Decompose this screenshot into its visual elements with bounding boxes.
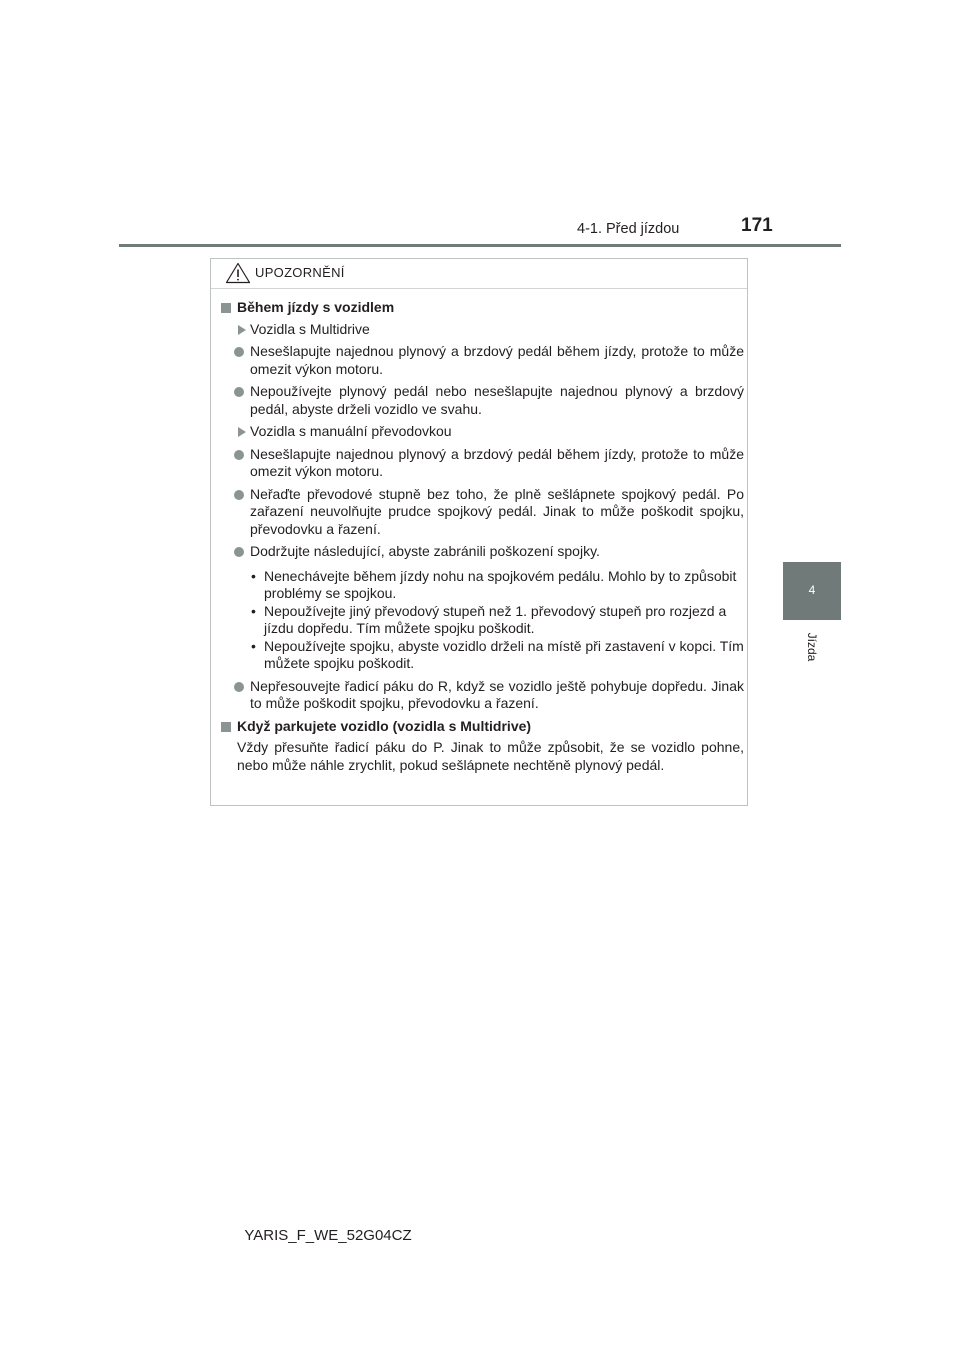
triangle-bullet-icon [238,325,246,335]
bullet-dot-icon: • [251,567,256,584]
warning-content [219,299,744,774]
page-number: 171 [741,215,773,236]
chapter-label: Jízda [805,632,819,662]
bullet-dot-icon: • [251,637,256,654]
circle-bullet-icon [234,347,244,357]
list-item: Nepoužívejte plynový pedál nebo nesešlapujte najednou plynový a brzdový pedál, abyste drželi vozidlo ve svahu. [219,383,744,418]
triangle-bullet-icon [238,427,246,437]
list-item: Nesešlapujte najednou plynový a brzdový pedál během jízdy, protože to může omezit výkon motoru. [219,343,744,378]
circle-bullet-icon [234,547,244,557]
circle-bullet-icon [234,387,244,397]
chapter-number: 4 [808,583,816,597]
section-paragraph: Vždy přesuňte řadicí páku do P. Jinak to může způsobit, že se vozidlo pohne, nebo může náhle zrychlit, pokud sešlápnete nechtěně plynový pedál. [237,739,744,773]
chapter-tab [783,562,841,620]
circle-bullet-icon [234,682,244,692]
circle-bullet-icon [234,490,244,500]
bullet-item: • Nepoužívejte jiný převodový stupeň než 1. převodový stupeň pro rozjezd a jízdu dopředu. Tím můžete spojku poškodit. [251,602,727,636]
bullet-list [219,568,744,673]
list-item: Nesešlapujte najednou plynový a brzdový pedál během jízdy, protože to může omezit výkon motoru. [219,446,744,481]
warning-title: UPOZORNĚNÍ [255,265,345,280]
list-item: Dodržujte následující, abyste zabránili poškození spojky. [219,543,744,561]
list-item: Nepřesouvejte řadicí páku do R, když se vozidlo ještě pohybuje dopředu. Jinak to může poškodit spojku, převodovku a řazení. [219,678,744,713]
warning-header [211,259,747,289]
bullet-item: • Nepoužívejte spojku, abyste vozidlo drželi na místě při zastavení v kopci. Tím můžete spojku poškodit. [251,637,744,671]
square-bullet-icon [221,303,231,313]
warning-triangle-icon [225,262,251,284]
warning-box [210,258,748,806]
section-heading: Když parkujete vozidlo (vozidla s Multidrive) [219,718,744,736]
circle-bullet-icon [234,450,244,460]
bullet-item: • Nenechávejte během jízdy nohu na spojkovém pedálu. Mohlo by to způsobit problémy se spojkou. [251,567,737,601]
list-item: Neřaďte převodové stupně bez toho, že plně sešlápnete spojkový pedál. Po zařazení neuvolňujte prudce spojkový pedál. Jinak to může poškodit spojku, převodovku a řazení. [219,486,744,539]
subgroup-label: Vozidla s Multidrive [219,321,744,339]
section-title: 4-1. Před jízdou [577,221,680,237]
bullet-dot-icon: • [251,602,256,619]
subgroup-label: Vozidla s manuální převodovkou [219,423,744,441]
section-heading: Během jízdy s vozidlem [219,299,744,317]
square-bullet-icon [221,722,231,732]
header-rule [119,244,841,247]
